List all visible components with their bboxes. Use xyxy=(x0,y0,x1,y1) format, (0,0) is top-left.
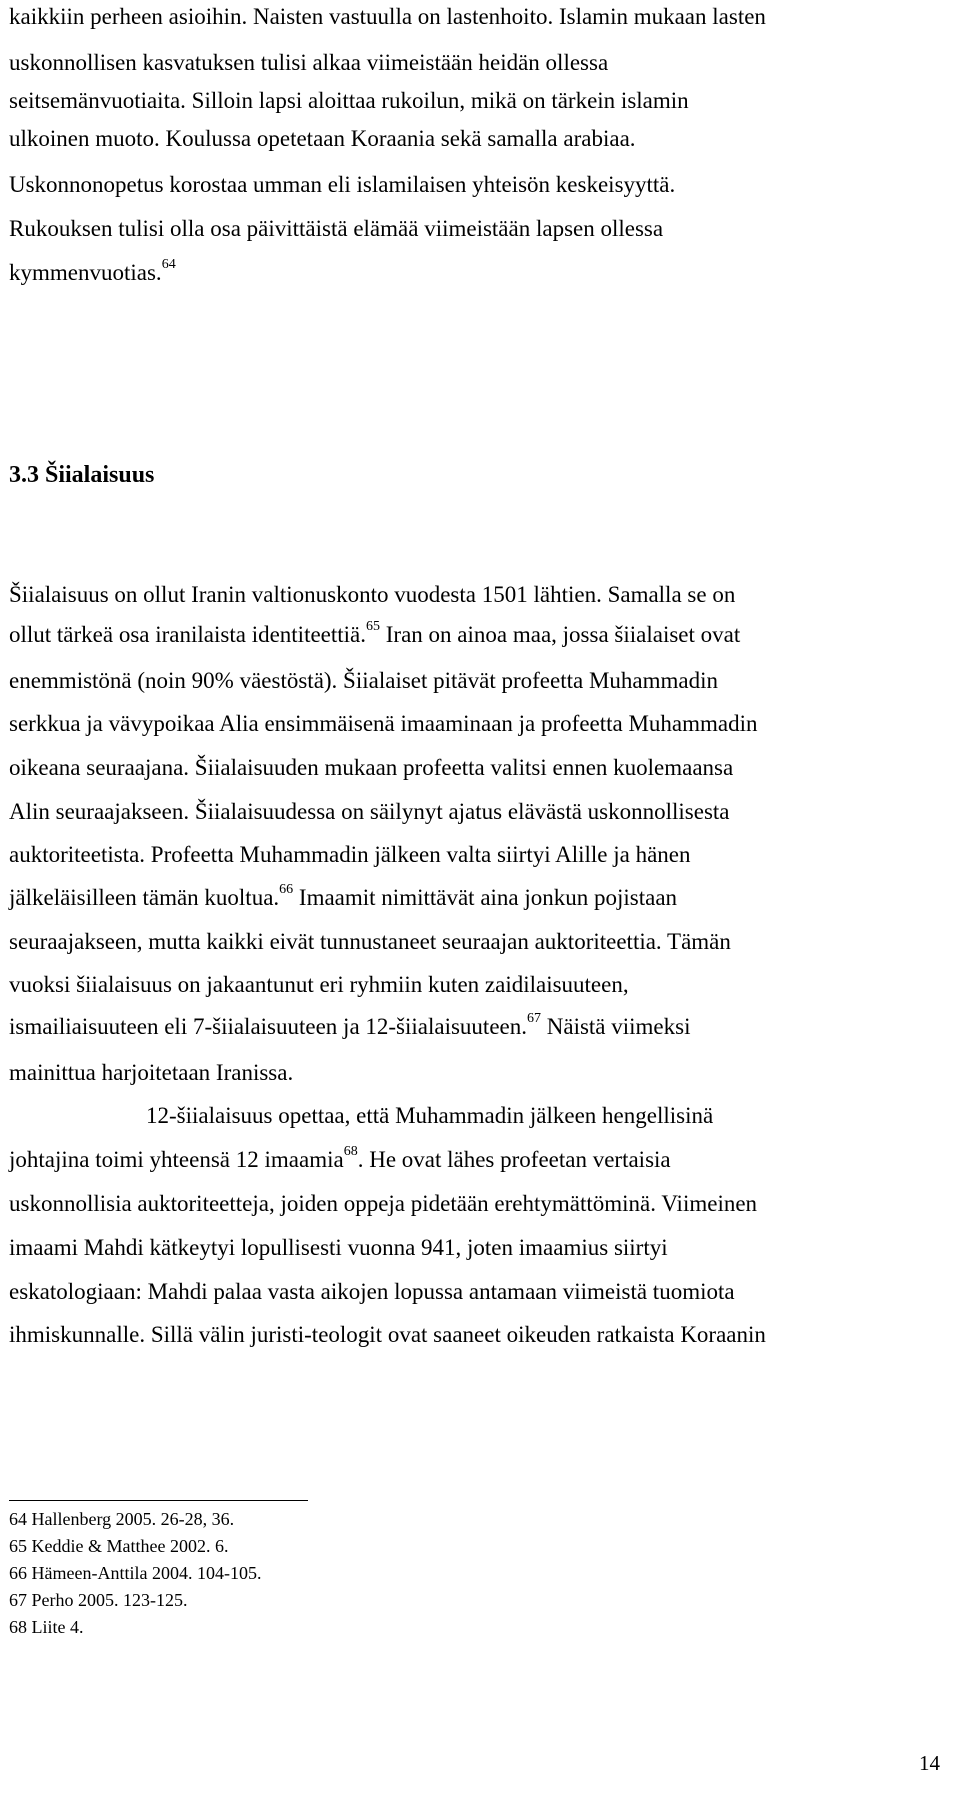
text-line: oikeana seuraajana. Šiialaisuuden mukaan profeetta valitsi ennen kuolemaansa xyxy=(9,755,734,780)
text-line: Alin seuraajakseen. Šiialaisuudessa on säilynyt ajatus elävästä uskonnollisesta xyxy=(9,799,730,824)
text-span: jälkeläisilleen tämän kuoltua. xyxy=(9,885,280,910)
text-line xyxy=(9,258,176,288)
text-span: . He ovat lähes profeetan vertaisia xyxy=(357,1147,671,1172)
footnote-ref[interactable]: 66 xyxy=(279,882,294,898)
text-line: uskonnollisia auktoriteetteja, joiden oppeja pidetään erehtymättöminä. Viimeinen xyxy=(9,1191,758,1216)
footnote-ref[interactable]: 67 xyxy=(527,1011,541,1027)
text-line: seuraajakseen, mutta kaikki eivät tunnustaneet seuraajan auktoriteettia. Tämän xyxy=(9,929,731,954)
text-line: eskatologiaan: Mahdi palaa vasta aikojen lopussa antamaan viimeistä tuomiota xyxy=(9,1279,735,1304)
text-line: auktoriteetista. Profeetta Muhammadin jälkeen valta siirtyi Alille ja hänen xyxy=(9,842,691,867)
text-line: serkkua ja vävypoikaa Alia ensimmäisenä imaaminaan ja profeetta Muhammadin xyxy=(9,711,758,736)
text-span: johtajina toimi yhteensä 12 imaamia xyxy=(9,1147,344,1172)
footnote-ref[interactable]: 68 xyxy=(343,1144,358,1160)
footnote: 68 Liite 4. xyxy=(9,1617,84,1637)
text-span: Näistä viimeksi xyxy=(541,1014,691,1039)
text-line: imaami Mahdi kätkeytyi lopullisesti vuonna 941, joten imaamius siirtyi xyxy=(9,1235,668,1260)
text-span: Iran on ainoa maa, jossa šiialaiset ovat xyxy=(380,622,741,647)
text-span: ismailiaisuuteen eli 7-šiialaisuuteen ja 12-šiialaisuuteen. xyxy=(9,1014,527,1039)
text-line: enemmistönä (noin 90% väestöstä). Šiialaiset pitävät profeetta Muhammadin xyxy=(9,668,718,693)
footnote-divider xyxy=(9,1500,308,1501)
text-line: vuoksi šiialaisuus on jakaantunut eri ryhmiin kuten zaidilaisuuteen, xyxy=(9,972,629,997)
footnote: 66 Hämeen-Anttila 2004. 104-105. xyxy=(9,1563,262,1583)
section-heading: 3.3 Šiialaisuus xyxy=(9,462,155,488)
footnote: 65 Keddie & Matthee 2002. 6. xyxy=(9,1536,229,1556)
text-span: kymmenvuotias. xyxy=(9,260,162,285)
text-span: Imaamit nimittävät aina jonkun pojistaan xyxy=(293,885,678,910)
text-line: seitsemänvuotiaita. Silloin lapsi aloittaa rukoilun, mikä on tärkein islamin xyxy=(9,88,689,113)
text-line: mainittua harjoitetaan Iranissa. xyxy=(9,1060,294,1085)
text-line xyxy=(9,1012,690,1042)
text-line: Rukouksen tulisi olla osa päivittäistä elämää viimeistään lapsen ollessa xyxy=(9,216,664,241)
footnote-ref[interactable]: 65 xyxy=(366,619,381,635)
text-line: Šiialaisuus on ollut Iranin valtionuskonto vuodesta 1501 lähtien. Samalla se on xyxy=(9,582,736,607)
text-line: ihmiskunnalle. Sillä välin juristi-teologit ovat saaneet oikeuden ratkaista Koraanin xyxy=(9,1322,766,1347)
text-line xyxy=(9,1145,671,1175)
text-line: 12-šiialaisuus opettaa, että Muhammadin jälkeen hengellisinä xyxy=(146,1103,714,1128)
text-line xyxy=(9,883,677,913)
text-line xyxy=(9,620,740,650)
text-span: ollut tärkeä osa iranilaista identiteettiä. xyxy=(9,622,367,647)
text-line: Uskonnonopetus korostaa umman eli islamilaisen yhteisön keskeisyyttä. xyxy=(9,172,676,197)
text-line: kaikkiin perheen asioihin. Naisten vastuulla on lastenhoito. Islamin mukaan lasten xyxy=(9,4,766,29)
footnote-ref[interactable]: 64 xyxy=(161,257,176,273)
footnote: 67 Perho 2005. 123-125. xyxy=(9,1590,188,1610)
text-line: uskonnollisen kasvatuksen tulisi alkaa viimeistään heidän ollessa xyxy=(9,50,609,75)
page-number: 14 xyxy=(919,1751,940,1775)
footnote: 64 Hallenberg 2005. 26-28, 36. xyxy=(9,1509,235,1529)
text-line: ulkoinen muoto. Koulussa opetetaan Koraania sekä samalla arabiaa. xyxy=(9,126,636,151)
